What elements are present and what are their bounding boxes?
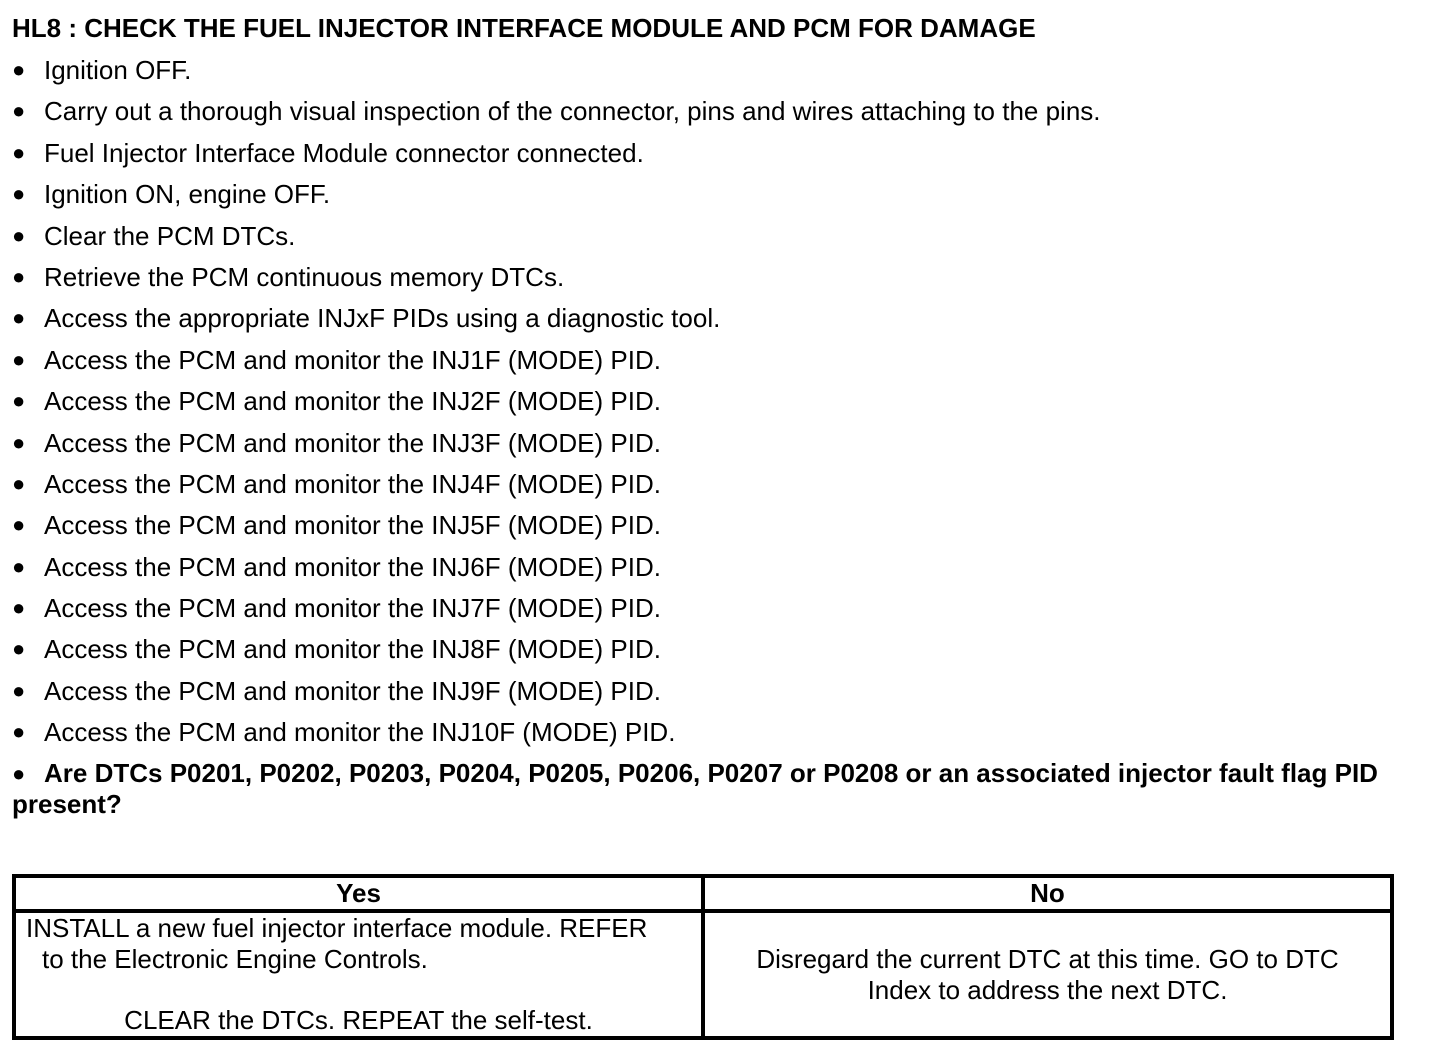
no-header: No — [703, 876, 1392, 911]
step-item — [12, 633, 1412, 674]
yes-header: Yes — [14, 876, 703, 911]
step-list — [12, 54, 1412, 758]
bullet-icon: ● — [12, 512, 26, 538]
step-item — [12, 54, 1412, 95]
no-cell: Disregard the current DTC at this time. GO to DTC Index to address the next DTC. — [703, 911, 1392, 1038]
step-item — [12, 675, 1412, 716]
bullet-icon: ● — [12, 181, 26, 207]
step-text: Access the PCM and monitor the INJ1F (MODE) PID. — [44, 344, 661, 375]
step-text: Access the PCM and monitor the INJ6F (MODE) PID. — [44, 551, 661, 582]
step-text: Fuel Injector Interface Module connector connected. — [44, 137, 644, 168]
bullet-icon: ● — [12, 719, 26, 745]
step-item — [12, 427, 1412, 468]
step-item — [12, 178, 1412, 219]
step-text: Access the PCM and monitor the INJ7F (MODE) PID. — [44, 593, 661, 624]
bullet-icon: ● — [12, 636, 26, 662]
table-row — [14, 911, 1392, 1038]
step-text: Ignition ON, engine OFF. — [44, 179, 331, 210]
yes-instruction-refer: to the Electronic Engine Controls. — [42, 944, 428, 974]
bullet-icon: ● — [12, 595, 26, 621]
step-item — [12, 344, 1412, 385]
yes-cell — [14, 911, 703, 1038]
step-item — [12, 716, 1412, 757]
bullet-icon: ● — [12, 388, 26, 414]
step-text: Retrieve the PCM continuous memory DTCs. — [44, 261, 565, 292]
step-item — [12, 592, 1412, 633]
bullet-icon: ● — [12, 305, 26, 331]
page-title: HL8 : CHECK THE FUEL INJECTOR INTERFACE MODULE AND PCM FOR DAMAGE — [12, 13, 1036, 43]
step-item — [12, 261, 1412, 302]
bullet-icon: ● — [12, 677, 26, 703]
bullet-icon: ● — [12, 346, 26, 372]
bullet-icon: ● — [12, 98, 26, 124]
step-text: Ignition OFF. — [44, 55, 192, 85]
question-text: Are DTCs P0201, P0202, P0203, P0204, P0205, P0206, P0207 or P0208 or an associated injector fault flag PID present? — [12, 758, 1378, 819]
bullet-icon: ● — [12, 761, 26, 786]
step-item — [12, 468, 1412, 509]
bullet-icon: ● — [12, 57, 26, 82]
step-text: Access the PCM and monitor the INJ9F (MODE) PID. — [44, 675, 661, 706]
yes-instruction-install: INSTALL a new fuel injector interface module. REFER — [26, 913, 648, 943]
step-text: Clear the PCM DTCs. — [44, 220, 296, 251]
bullet-icon: ● — [12, 139, 26, 165]
step-text: Access the PCM and monitor the INJ5F (MODE) PID. — [44, 510, 661, 541]
yes-instruction-clear: CLEAR the DTCs. REPEAT the self-test. — [124, 1005, 593, 1035]
step-text: Access the PCM and monitor the INJ8F (MODE) PID. — [44, 634, 661, 665]
step-item — [12, 509, 1412, 550]
step-item — [12, 302, 1412, 343]
step-item — [12, 551, 1412, 592]
bullet-icon: ● — [12, 429, 26, 455]
step-item — [12, 137, 1412, 178]
step-text: Access the PCM and monitor the INJ3F (MODE) PID. — [44, 427, 661, 458]
bullet-icon: ● — [12, 263, 26, 289]
bullet-icon: ● — [12, 222, 26, 248]
bullet-icon: ● — [12, 553, 26, 579]
step-text: Carry out a thorough visual inspection of the connector, pins and wires attaching to the pins. — [44, 96, 1101, 127]
step-item — [12, 385, 1412, 426]
step-item — [12, 220, 1412, 261]
step-text: Access the PCM and monitor the INJ2F (MODE) PID. — [44, 386, 661, 417]
step-text: Access the appropriate INJxF PIDs using a diagnostic tool. — [44, 303, 721, 334]
step-item — [12, 95, 1412, 136]
result-table — [12, 874, 1394, 1040]
step-text: Access the PCM and monitor the INJ10F (MODE) PID. — [44, 717, 676, 748]
table-header-row — [14, 876, 1392, 911]
question-item — [12, 758, 1412, 820]
step-text: Access the PCM and monitor the INJ4F (MODE) PID. — [44, 468, 661, 499]
bullet-icon: ● — [12, 470, 26, 496]
